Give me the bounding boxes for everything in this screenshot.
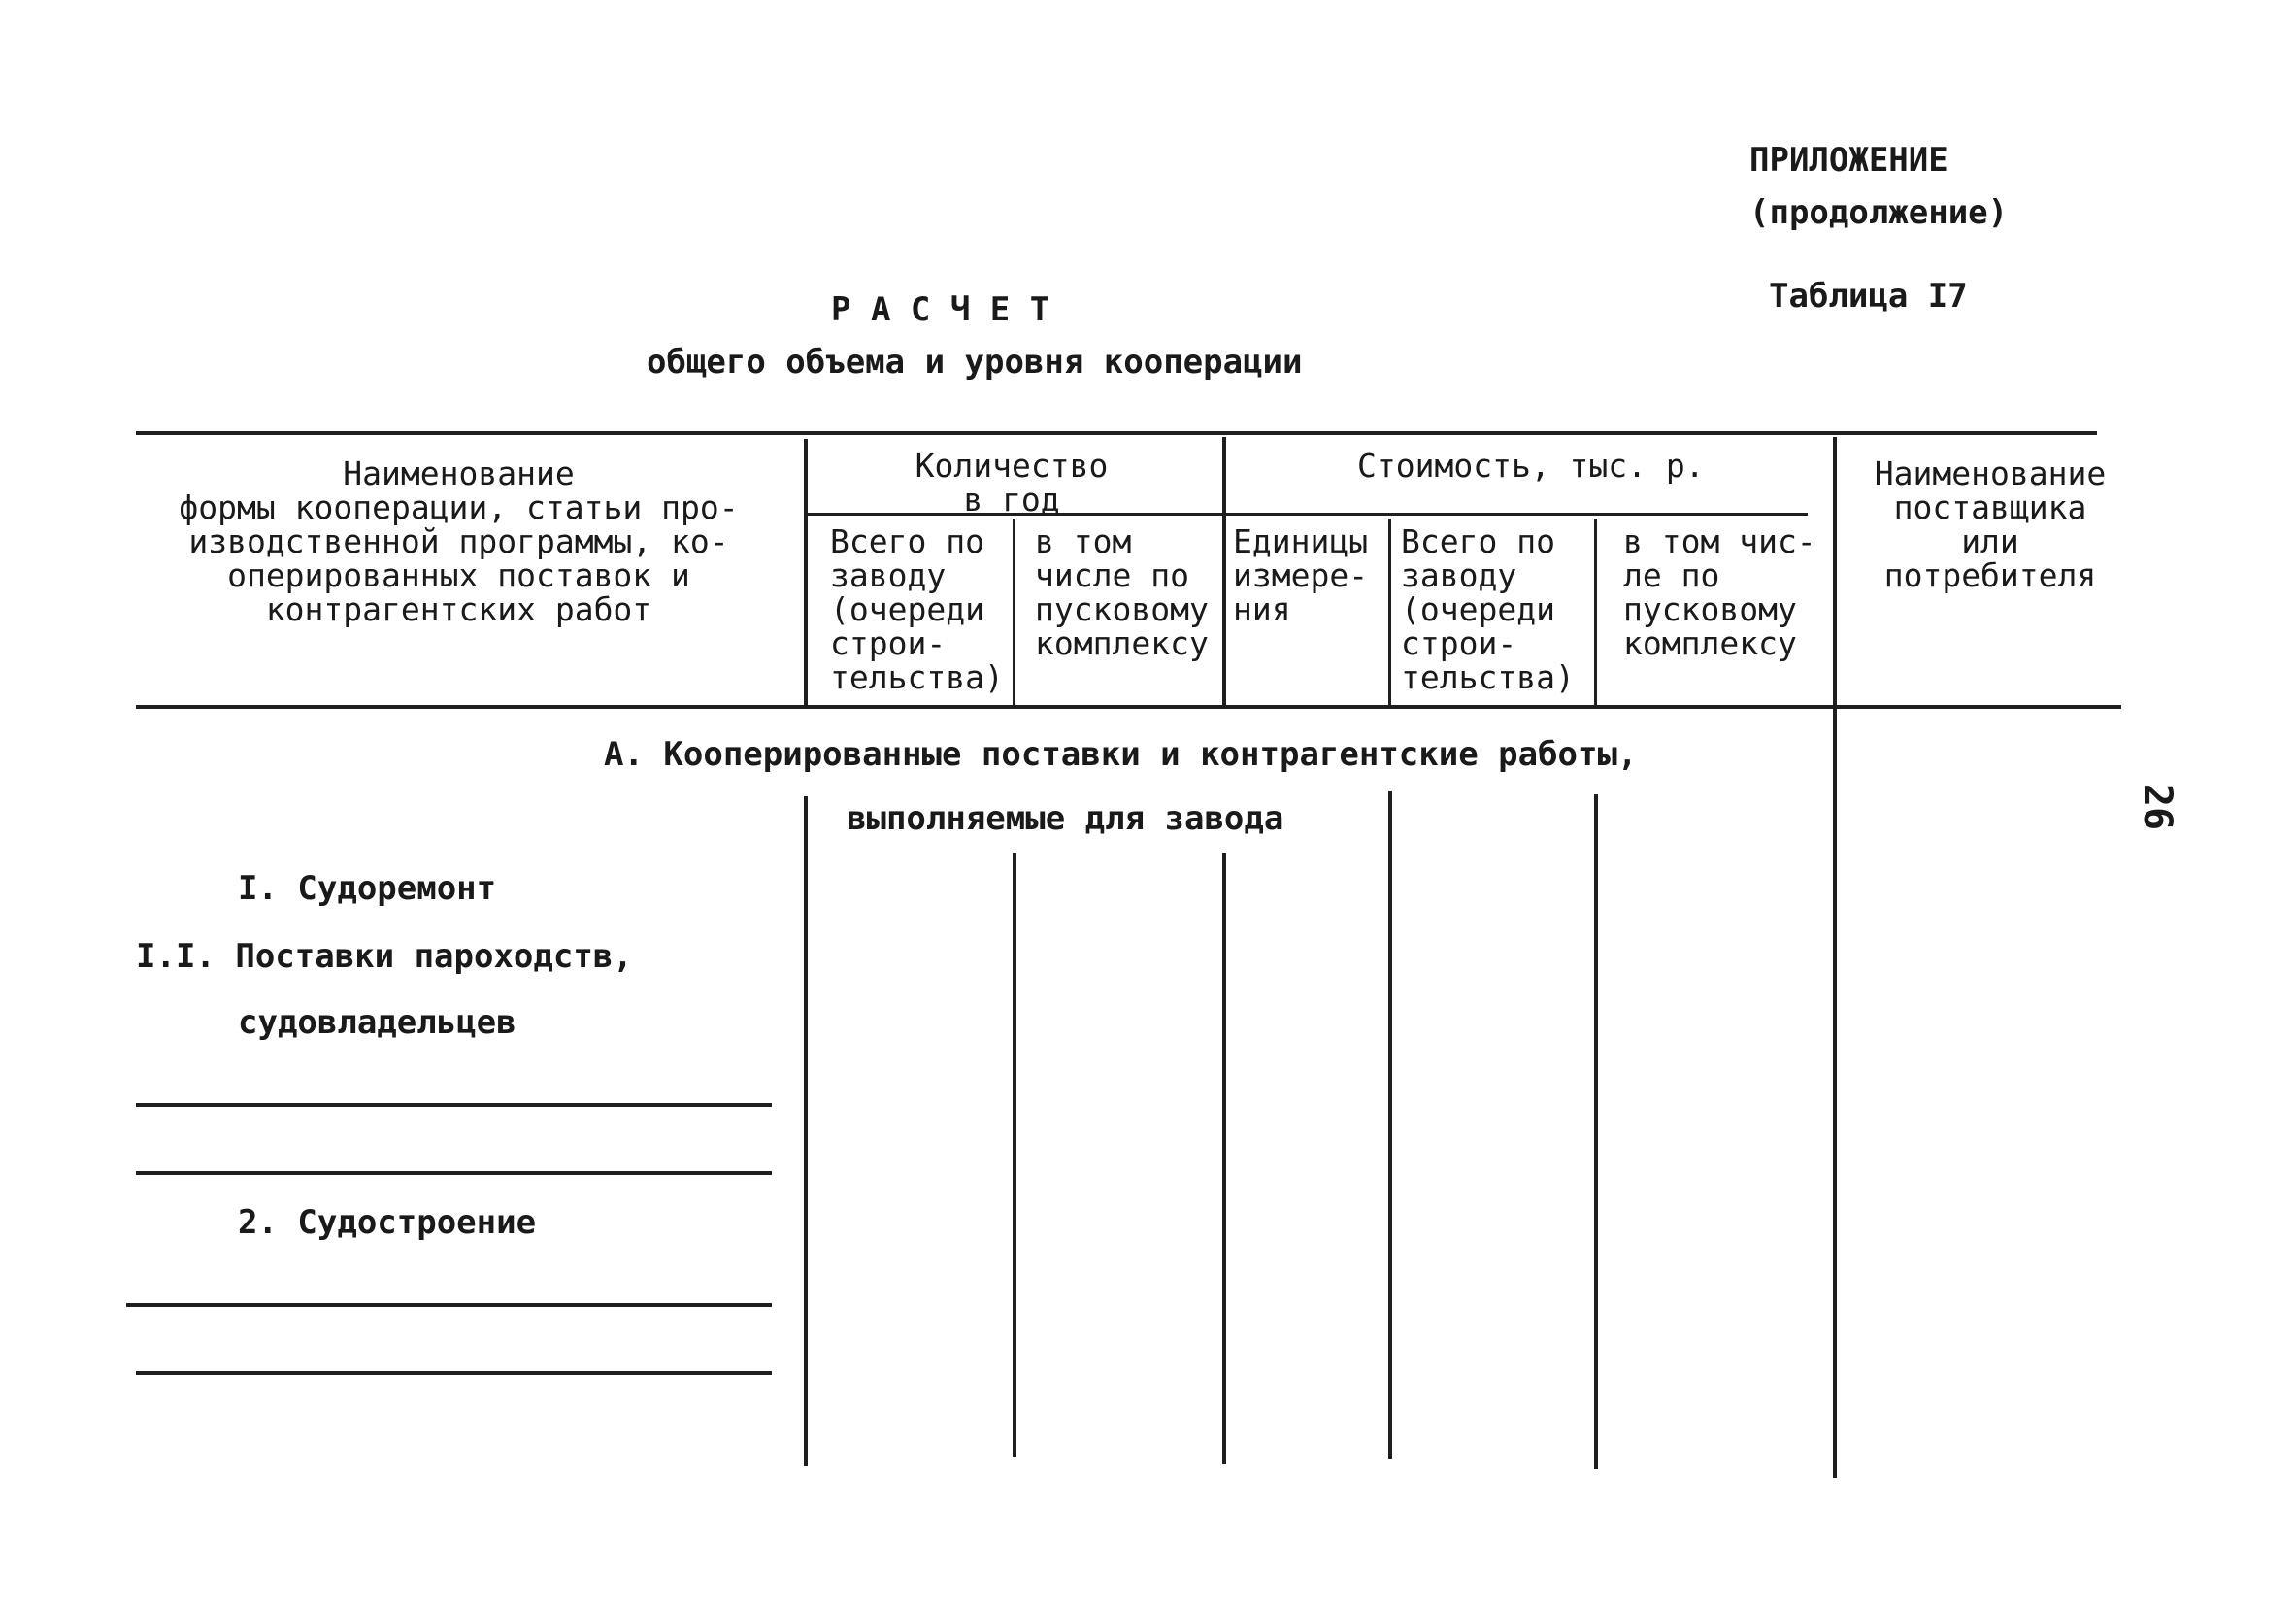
header-unit: Единицы измере- ния <box>1233 522 1369 628</box>
body-divider-name <box>804 796 808 1466</box>
blank-line <box>136 1371 772 1375</box>
header-divider-supplier <box>1833 437 1837 706</box>
cost-group-underline <box>1225 513 1808 516</box>
header-cost-incl: в том чис- ле по пусковому комплексу <box>1623 522 1816 662</box>
page-number: 26 <box>2135 783 2180 831</box>
header-bottom-rule <box>136 705 2121 709</box>
header-cost-total: Всего по заводу (очереди строи- тельства) <box>1401 522 1575 696</box>
table-top-rule <box>136 431 2097 435</box>
blank-line <box>136 1103 772 1107</box>
row-ship-repair: I. Судоремонт <box>238 869 497 908</box>
row-shipping-supplies: I.I. Поставки пароходств, <box>136 937 633 976</box>
table-number: Таблица I7 <box>1769 277 1968 316</box>
header-supplier: Наименование поставщика или потребителя <box>1874 454 2107 594</box>
section-a-subtitle: выполняемые для завода <box>847 799 1284 838</box>
row-shipbuilding: 2. Судостроение <box>238 1203 537 1242</box>
header-cost-group: Стоимость, тыс. р. <box>1357 447 1705 485</box>
blank-line <box>136 1171 772 1175</box>
document-subtitle: общего объема и уровня кооперации <box>647 343 1303 382</box>
header-divider-name <box>804 439 808 706</box>
header-qty-total: Всего по заводу (очереди строи- тельства) <box>830 522 1004 696</box>
body-divider-cost <box>1594 794 1598 1469</box>
header-qty-incl: в том числе по пусковому комплексу <box>1035 522 1209 662</box>
body-divider-qty <box>1013 853 1016 1457</box>
body-divider-qty-cost <box>1222 853 1226 1464</box>
row-shipowners: судовладельцев <box>238 1003 516 1042</box>
header-divider-cost <box>1594 519 1597 706</box>
header-divider-qty-cost <box>1222 437 1226 706</box>
header-name: Наименование формы кооперации, статьи про- изводственной программы, ко- оперированных поставок и контрагентских работ <box>179 454 739 628</box>
body-divider-supplier <box>1833 705 1837 1478</box>
header-qty-group: Количество в год <box>915 447 1109 519</box>
header-divider-unit <box>1388 519 1391 706</box>
document-title: Р А С Ч Е Т <box>831 290 1050 329</box>
blank-line <box>126 1303 772 1307</box>
header-divider-qty <box>1013 519 1015 706</box>
appendix-continuation: (продолжение) <box>1749 193 2009 232</box>
body-divider-unit <box>1388 791 1392 1459</box>
section-a-title: А. Кооперированные поставки и контрагентские работы, <box>604 735 1638 774</box>
appendix-label: ПРИЛОЖЕНИЕ <box>1749 141 1948 180</box>
